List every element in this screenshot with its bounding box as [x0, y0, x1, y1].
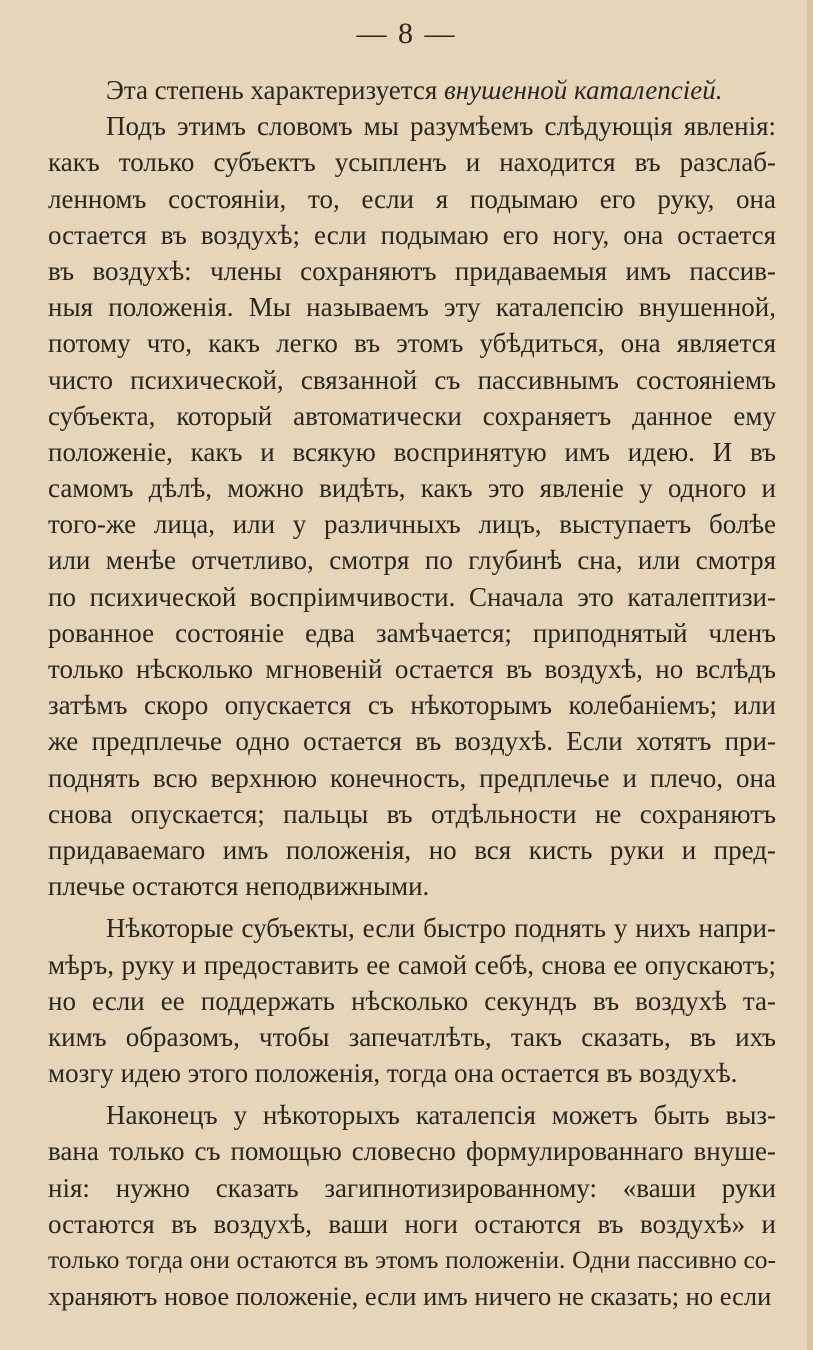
text-line: ныя положенія. Мы называемъ эту каталепсію внушенной, — [48, 292, 776, 323]
text-line: чисто психической, связанной съ пассивнымъ состояніемъ — [48, 364, 776, 395]
text-line: только тогда они остаются въ этомъ положеніи. Одни пассивно со- — [48, 1245, 776, 1274]
text-line: какъ только субъектъ усыпленъ и находится въ разслаб- — [48, 147, 776, 178]
paragraph — [48, 72, 776, 108]
text-line: остается въ воздухѣ; если подымаю его ногу, она остается — [48, 219, 776, 250]
text-line — [48, 72, 776, 108]
text-line: затѣмъ скоро опускается съ нѣкоторымъ колебаніемъ; или — [48, 690, 776, 721]
text-line: субъекта, который автоматически сохраняетъ данное ему — [48, 400, 776, 431]
text-line: или менѣе отчетливо, смотря по глубинѣ сна, или смотря — [48, 545, 776, 576]
text-line: снова опускается; пальцы въ отдѣльности не сохраняютъ — [48, 798, 776, 829]
text-line: потому что, какъ легко въ этомъ убѣдиться, она является — [48, 328, 776, 359]
text-line: только нѣсколько мгновеній остается въ воздухѣ, но вслѣдъ — [48, 654, 776, 684]
text-line-plain: Эта степень характеризуется — [106, 75, 445, 105]
text-line: мозгу идею этого положенія, тогда она остается въ воздухѣ. — [48, 1058, 738, 1089]
text-line: Наконецъ у нѣкоторыхъ каталепсія можетъ быть выз- — [106, 1100, 776, 1131]
paragraph — [48, 910, 776, 1091]
text-line: остаются въ воздухѣ, ваши ноги остаются въ воздухѣ» и — [48, 1208, 776, 1239]
page-edge-shadow — [807, 0, 813, 1350]
text-line: плечье остаются неподвижными. — [48, 871, 430, 902]
text-line: вана только съ помощью словесно формулированнаго внуше- — [48, 1136, 776, 1167]
text-line: же предплечье одно остается въ воздухѣ. Если хотятъ при- — [48, 726, 776, 757]
text-line: рованное состояніе едва замѣчается; приподнятый членъ — [48, 617, 776, 648]
paragraph — [48, 1097, 776, 1314]
text-line-italic: внушенной каталепсіей. — [444, 75, 723, 105]
paragraph — [48, 108, 776, 904]
page-text — [48, 72, 776, 1314]
text-line: Нѣкоторые субъекты, если быстро поднять у нихъ напри- — [106, 913, 776, 944]
text-line: кимъ образомъ, чтобы запечатлѣть, такъ сказать, въ ихъ — [48, 1021, 776, 1052]
text-line: самомъ дѣлѣ, можно видѣть, какъ это явленіе у одного и — [48, 473, 776, 504]
text-line: мѣръ, руку и предоставить ее самой себѣ, снова ее опускаютъ; — [48, 949, 776, 980]
text-line: храняютъ новое положеніе, если имъ ничего не сказать; но если — [48, 1281, 772, 1312]
text-line: ленномъ состояніи, то, если я подымаю его руку, она — [48, 183, 776, 214]
text-line: того-же лица, или у различныхъ лицъ, выступаетъ болѣе — [48, 509, 776, 540]
text-line: по психической воспріимчивости. Сначала это каталептизи- — [48, 581, 776, 612]
text-line: нія: нужно сказать загипнотизированному: «ваши руки — [48, 1172, 776, 1203]
text-line: Подъ этимъ словомъ мы разумѣемъ слѣдующія явленія: — [106, 111, 776, 142]
text-line: но если ее поддержать нѣсколько секундъ въ воздухѣ та- — [48, 985, 776, 1016]
text-line: въ воздухѣ: члены сохраняютъ придаваемыя имъ пассив- — [48, 255, 776, 286]
page-number: — 8 — — [356, 17, 457, 50]
text-line: поднять всю верхнюю конечность, предплечье и плечо, она — [48, 762, 776, 793]
text-line: придаваемаго имъ положенія, но вся кисть руки и пред- — [48, 834, 776, 865]
text-line: положеніе, какъ и всякую воспринятую имъ идею. И въ — [48, 436, 776, 467]
